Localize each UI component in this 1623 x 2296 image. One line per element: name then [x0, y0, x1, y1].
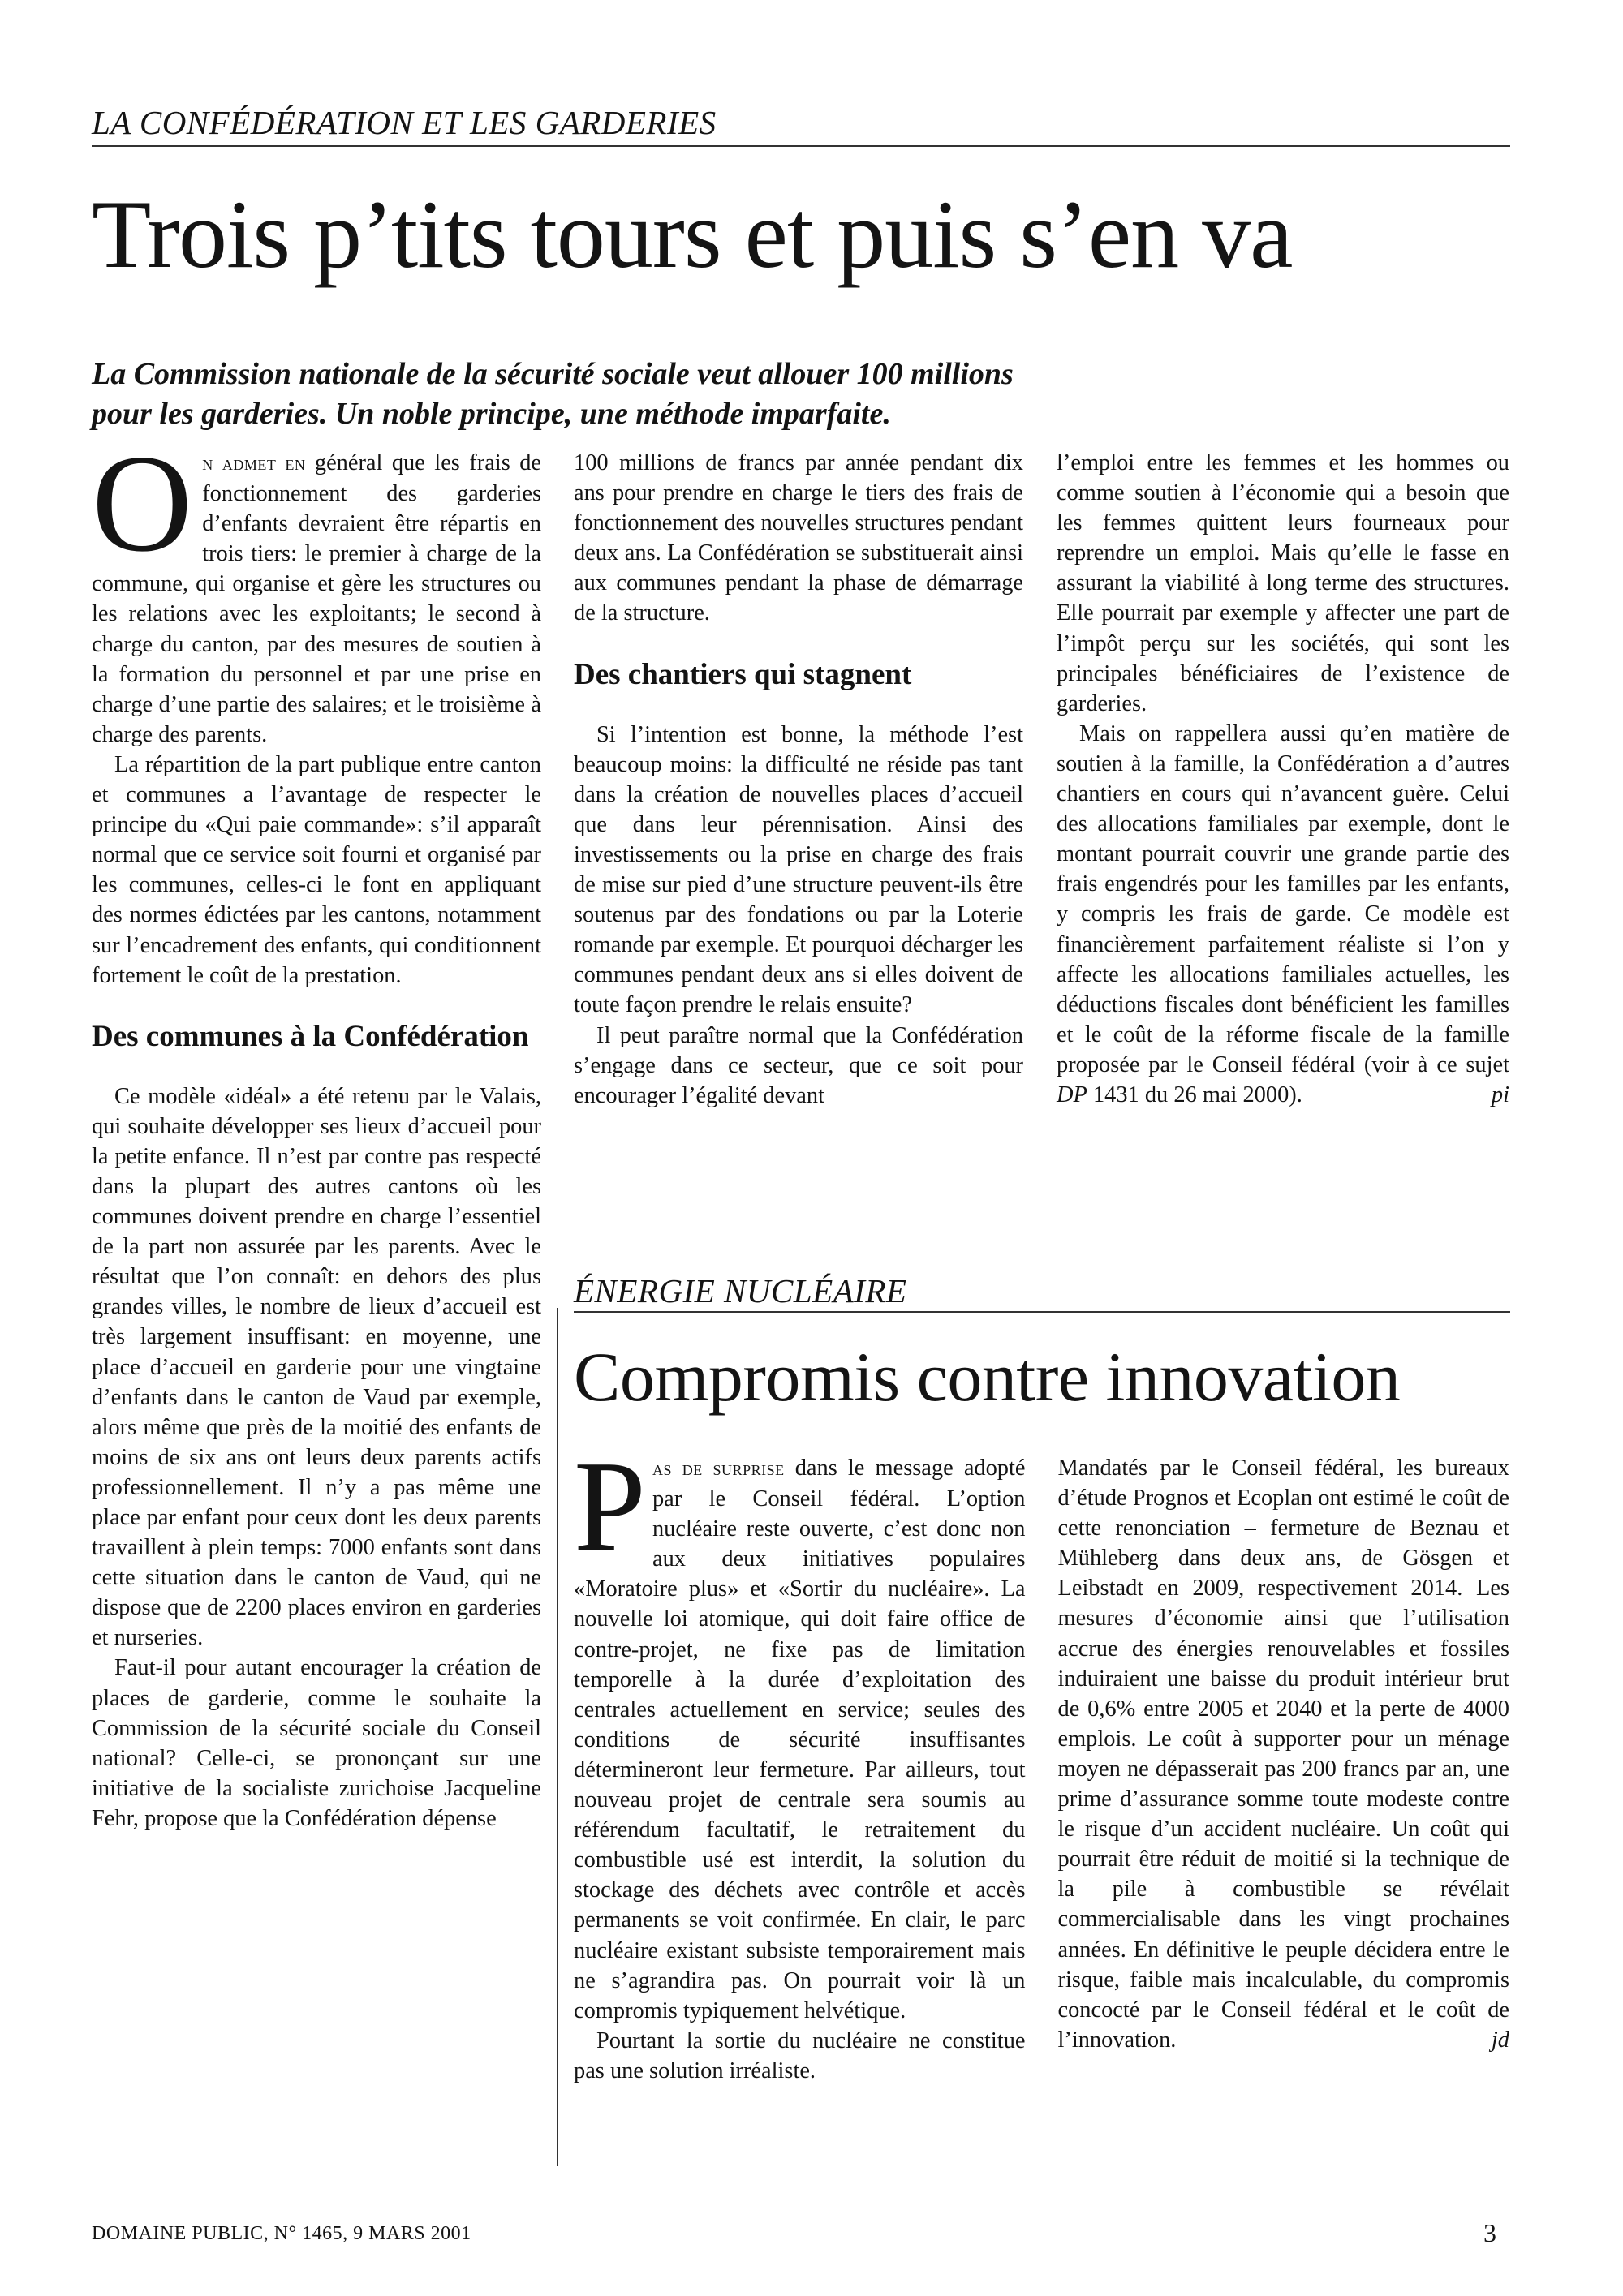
column-separator [557, 1308, 558, 2166]
article-paragraph: l’emploi entre les femmes et les hommes ou comme soutien à l’économie qui a besoin que les femmes quittent leurs fourneaux pour reprendre un emploi. Mais qu’elle le fasse en assurant la viabilité à long terme des structures. Elle pourrait par exemple y affecter une part de l’impôt perçu sur les sociétés, qui sont les principales bénéficiaires de l’existence de garderies. [1057, 450, 1509, 716]
section-rubric: LA CONFÉDÉRATION ET LES GARDERIES [92, 104, 717, 141]
article-paragraph: Pourtant la sortie du nucléaire ne constitue pas une solution irréaliste. [574, 2027, 1026, 2083]
article-paragraph: Mandatés par le Conseil fédéral, les bureaux d’étude Prognos et Ecoplan ont estimé le coût de cette renonciation – fermeture de Beznau et Mühleberg dans deux ans, de Gösgen et Leibstadt en 2009, respectivement 2014. Les mesures d’économie ainsi que l’utilisation accrue des énergies renouvelables et fossiles induiraient une baisse du produit intérieur brut de 0,6% entre 2005 et 2040 et la perte de 4000 emplois. Le coût à supporter pour un ménage moyen ne dépasserait pas 200 francs par an, une prime d’assurance somme toute modeste contre le risque d’un accident nucléaire. Un coût qui pourrait être réduit de moitié si la technique de la pile à combustible se révélait commercialisable dans les vingt prochaines années. En définitive le peuple décidera entre le risque, faible mais incalculable, du compromis concocté par le Conseil fédéral et le coût de l’innovation. jd [1058, 1453, 1510, 2055]
section-rubric-2: ÉNERGIE NUCLÉAIRE [574, 1272, 907, 1309]
article-paragraph: Si l’intention est bonne, la méthode l’est beaucoup moins: la difficulté ne réside pas tant dans la création de nouvelles places d’accueil que dans leur pérennisation. Ainsi des investissements ou la prise en charge des frais de mise sur pied d’une structure peuvent-ils être soutenus par des fondations ou par la Loterie romande par exemple. Et pourquoi décharger les communes pendant deux ans si elles doivent de toute façon prendre le relais ensuite? [574, 721, 1023, 1018]
subheading: Des communes à la Confédération [92, 1019, 529, 1053]
footer-publication: DOMAINE PUBLIC, N° 1465, 9 MARS 2001 [92, 2223, 471, 2244]
article-paragraph: Ce modèle «idéal» a été retenu par le Valais, qui souhaite développer ses lieux d’accueil pour la petite enfance. Il n’est par contre pas respecté dans la plupart des autres cantons où les communes doivent prendre en charge l’essentiel de la part non assurée par les parents. Avec le résultat que l’on connaît: en dehors des plus grandes villes, le nombre de lieux d’accueil est très largement insuffisant: en moyenne, une place d’accueil en garderie pour une vingtaine d’enfants dans le canton de Vaud par exemple, alors même que près de la moitié des enfants de moins de six ans ont leurs deux parents actifs professionnellement. Il n’y a pas même une place par enfant pour ceux dont les deux parents travaillent à plein temps: 7000 enfants sont dans cette situation dans le canton de Vaud, qui ne dispose que de 2200 places environ en garderies et nurseries. [92, 1083, 541, 1651]
article-paragraph: Il peut paraître normal que la Confédération s’engage dans ce secteur, que ce soit pour encourager l’égalité devant [574, 1022, 1023, 1108]
rubric-rule-2 [574, 1311, 1510, 1313]
article-paragraph: On admet en général que les frais de fonctionnement des garderies d’enfants devraient être répartis en trois tiers: le premier à charge de la commune, qui organise et gère les structures ou les relations avec les exploitants; le second à charge du canton, par des mesures de soutien à la formation du personnel et par une prise en charge d’une partie des salaires; et le troisième à charge des parents. [92, 427, 541, 747]
article-column-2 [574, 448, 1023, 1111]
author-signature: pi [1491, 1081, 1509, 1107]
drop-cap: P [574, 1434, 646, 1578]
author-signature: jd [1491, 2027, 1509, 2053]
article-column-3 [1057, 448, 1509, 1110]
lead-in-smallcaps: as de surprise [652, 1458, 785, 1480]
article-paragraph: Faut-il pour autant encourager la création de places de garderie, comme le souhaite la Commission de la sécurité sociale du Conseil national? Celle-ci, se prononçant sur une initiative de la socialiste zurichoise Jacqueline Fehr, propose que la Confédération dépense [92, 1655, 541, 1831]
article-paragraph: 100 millions de francs par année pendant dix ans pour prendre en charge le tiers des frais de fonctionnement des nouvelles structures pendant deux ans. La Confédération se substituerait ainsi aux communes pendant la phase de démarrage de la structure. [574, 450, 1023, 626]
article-title: Trois p’tits tours et puis s’en va [92, 180, 1293, 288]
article-title-2: Compromis contre innovation [574, 1338, 1401, 1416]
article-paragraph: Mais on rappellera aussi qu’en matière de soutien à la famille, la Confédération a d’autres chantiers en cours qui n’avancent guère. Celui des allocations familiales par exemple, dont le montant pourrait couvrir une grande partie des frais engendrés pour les familles par les enfants, y compris les frais de garde. Ce modèle est financièrement parfaitement réaliste si l’on y affecte les allocations familiales actuelles, les déductions fiscales dont bénéficient les familles et le coût de la réforme fiscale de la famille proposée par le Conseil fédéral (voir à ce sujet DP 1431 du 26 mai 2000). pi [1057, 719, 1509, 1110]
rubric-rule [92, 145, 1510, 147]
lead-in-smallcaps: n admet en [202, 453, 306, 475]
article-paragraph: Pas de surprise dans le message adopté par le Conseil fédéral. L’option nucléaire reste ouverte, c’est donc non aux deux initiatives populaires «Moratoire plus» et «Sortir du nucléaire». La nouvelle loi atomique, qui doit faire office de contre-projet, ne fixe pas de limitation temporelle à la durée d’exploitation des centrales actuellement en service; seules des conditions de sécurité insuffisantes détermineront leur fermeture. Par ailleurs, tout nouveau projet de centrale sera soumis au référendum facultatif, le retraitement du combustible usé est interdit, la solution du stockage des déchets avec contrôle et accès permanents se voit confirmée. En clair, le parc nucléaire existant subsiste temporairement mais ne s’agrandira pas. On pourrait voir là un compromis typiquement helvétique. [574, 1434, 1026, 2023]
publication-reference: DP [1057, 1081, 1087, 1107]
article-paragraph: La répartition de la part publique entre canton et communes a l’avantage de respecter le principe du «Qui paie commande»: s’il apparaît normal que ce service soit fourni et organisé par les communes, celles-ci le font en appliquant des normes édictées par les cantons, notamment sur l’encadrement des enfants, qui conditionnent fortement le coût de la prestation. [92, 751, 541, 988]
subheading: Des chantiers qui stagnent [574, 657, 912, 691]
lede-line-2: pour les garderies. Un noble principe, une méthode imparfaite. [92, 397, 891, 431]
lede-line-1: La Commission nationale de la sécurité sociale veut allouer 100 millions [92, 357, 1014, 391]
article-2-body [574, 1434, 1509, 2175]
page-number: 3 [1483, 2218, 1496, 2247]
article-lede [92, 355, 1536, 434]
drop-cap: O [92, 427, 193, 581]
article-column-1 [92, 427, 541, 1834]
